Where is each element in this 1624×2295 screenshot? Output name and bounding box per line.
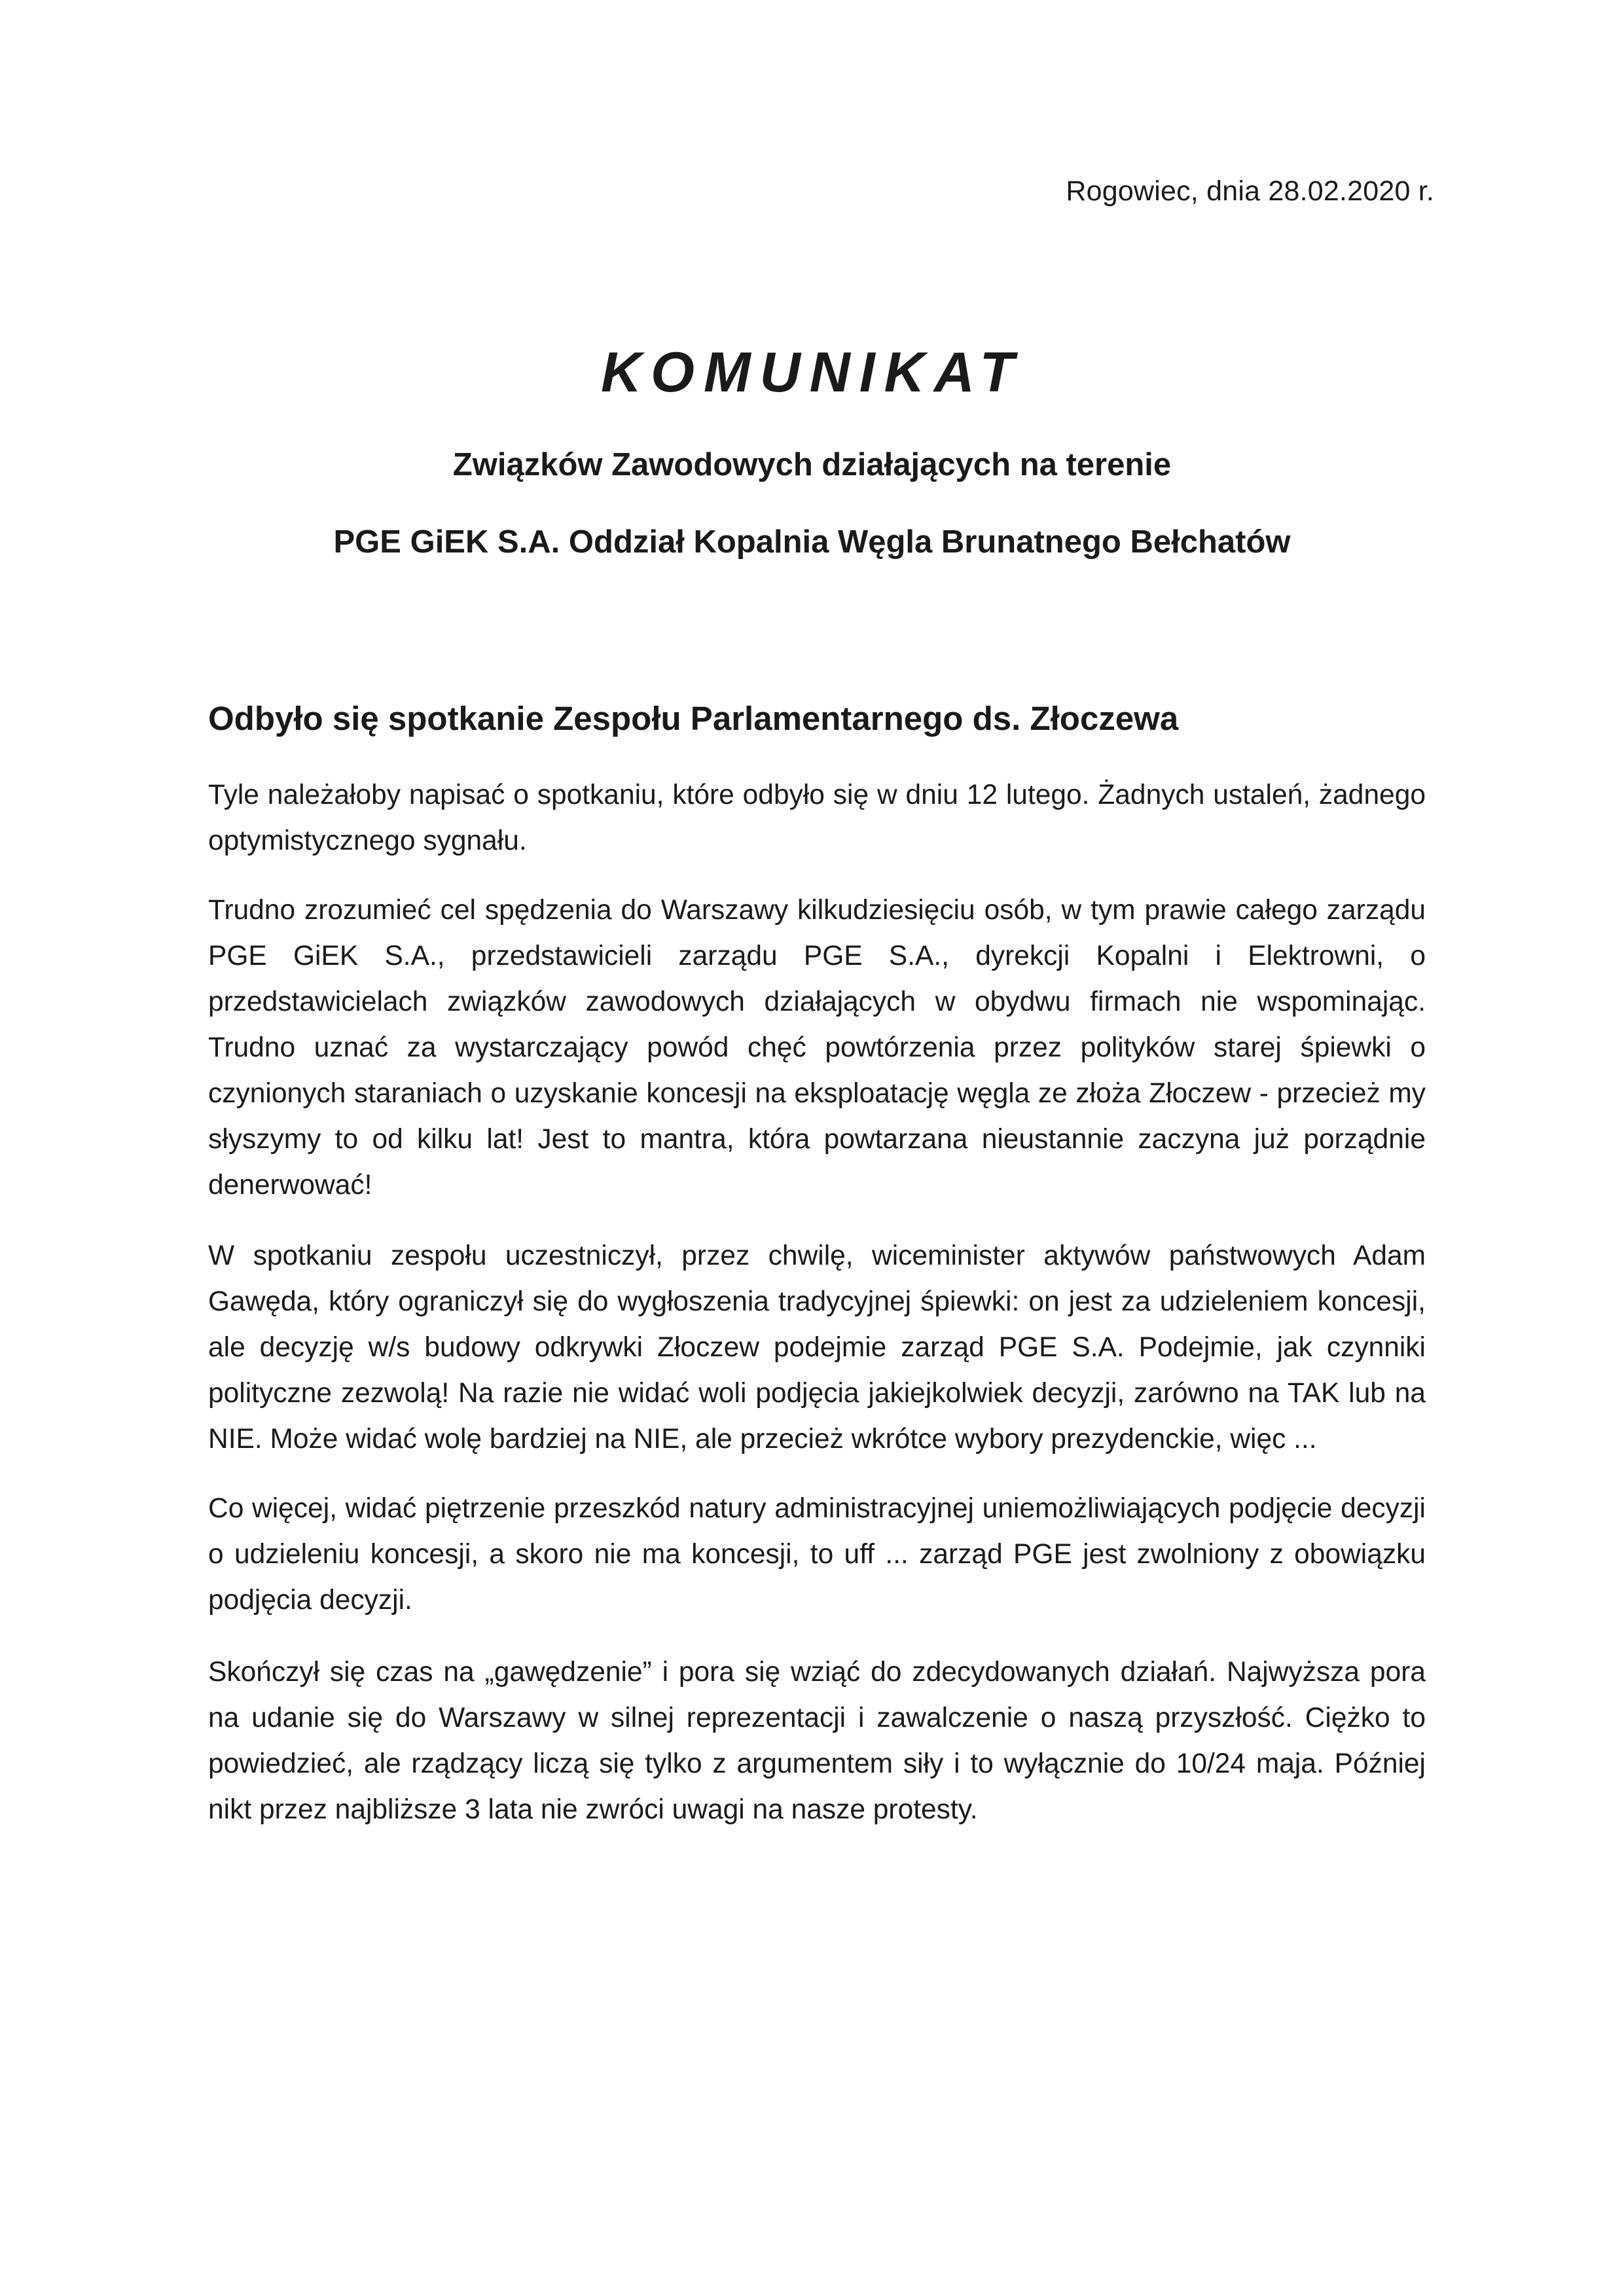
date-line: Rogowiec, dnia 28.02.2020 r. — [1066, 175, 1434, 207]
document-title: KOMUNIKAT — [600, 341, 1024, 404]
paragraph-5: Skończył się czas na „gawędzenie” i pora się wziąć do zdecydowanych działań. Najwyższa pora na udanie się do Warszawy w silnej reprezentacji i zawalczenie o naszą przyszłość. Ciężko to powiedzieć, ale rządzący liczą się tylko z argumentem siły i to wyłącznie do 10/24 maja. Później nikt przez najbliższe 3 lata nie zwróci uwagi na nasze protesty. — [208, 1657, 1426, 1825]
subtitle-line-2: PGE GiEK S.A. Oddział Kopalnia Węgla Brunatnego Bełchatów — [333, 524, 1291, 560]
subtitle-line-1: Związków Zawodowych działających na terenie — [452, 447, 1172, 482]
paragraph-3: W spotkaniu zespołu uczestniczył, przez chwilę, wiceminister aktywów państwowych Adam Gawęda, który ograniczył się do wygłoszenia tradycyjnej śpiewki: on jest za udzieleniem koncesji, ale decyzję w/s budowy odkrywki Złoczew podejmie zarząd PGE S.A. Podejmie, jak czynniki polityczne zezwolą! Na razie nie widać woli podjęcia jakiejkolwiek decyzji, zarówno na TAK lub na NIE. Może widać wolę bardziej na NIE, ale przecież wkrótce wybory prezydenckie, więc ... — [208, 1240, 1426, 1455]
section-heading: Odbyło się spotkanie Zespołu Parlamentarnego ds. Złoczewa — [208, 700, 1179, 737]
paragraph-4: Co więcej, widać piętrzenie przeszkód natury administracyjnej uniemożliwiających podjęcie decyzji o udzieleniu koncesji, a skoro nie ma koncesji, to uff ... zarząd PGE jest zwolniony z obowiązku podjęcia decyzji. — [208, 1493, 1426, 1616]
paragraph-2: Trudno zrozumieć cel spędzenia do Warszawy kilkudziesięciu osób, w tym prawie całego zarządu PGE GiEK S.A., przedstawicieli zarządu PGE S.A., dyrekcji Kopalni i Elektrowni, o przedstawicielach związków zawodowych działających w obydwu firmach nie wspominając. Trudno uznać za wystarczający powód chęć powtórzenia przez polityków starej śpiewki o czynionych staraniach o uzyskanie koncesji na eksploatację węgla ze złoża Złoczew - przecież my słyszymy to od kilku lat! Jest to mantra, która powtarzana nieustannie zaczyna już porządnie denerwować! — [208, 895, 1426, 1201]
paragraph-1: Tyle należałoby napisać o spotkaniu, które odbyło się w dniu 12 lutego. Żadnych ustaleń, żadnego optymistycznego sygnału. — [208, 780, 1426, 856]
